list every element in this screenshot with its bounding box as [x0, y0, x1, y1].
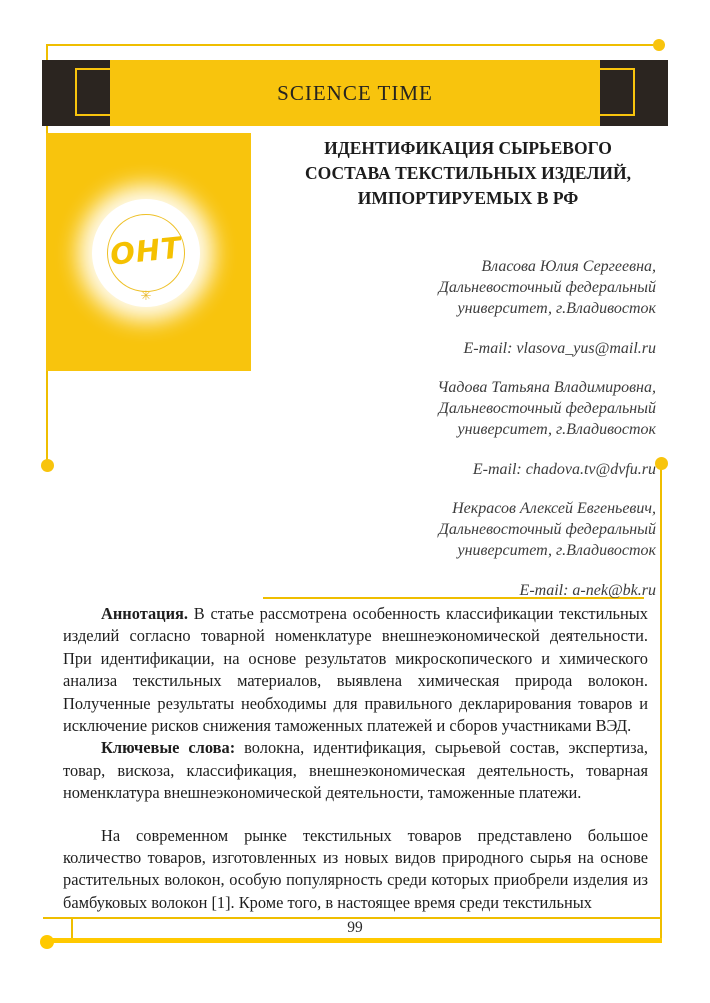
author-name: Власова Юлия Сергеевна, — [481, 258, 656, 275]
author-name: Чадова Татьяна Владимировна, — [437, 379, 656, 396]
author-email: E-mail: vlasova_yus@mail.ru — [463, 340, 656, 357]
article-title — [255, 136, 681, 211]
footer-thick-rule — [47, 938, 662, 943]
author-affiliation: университет, г.Владивосток — [457, 421, 656, 438]
right-rule-line — [660, 463, 662, 941]
footer-dot-icon — [40, 935, 54, 949]
abstract-text: В статье рассмотрена особенность классификации текстильных изделий согласно товарной номенклатуре внешнеэкономической деятельности. При идентификации, на основе результатов микроскопического и химического анализа текстильных материалов, выявлена химическая природа волокон. Полученные результаты необходимы для правильного декларирования товаров и исключение рисков снижения таможенных платежей и сборов участниками ВЭД. — [63, 604, 648, 736]
journal-title: SCIENCE TIME — [277, 81, 433, 105]
top-right-dot-icon — [653, 39, 665, 51]
authors-block — [220, 256, 656, 619]
article-title-line: ИМПОРТИРУЕМЫХ В РФ — [357, 188, 579, 208]
page-number: 99 — [347, 919, 363, 936]
journal-header-banner — [42, 60, 668, 126]
article-text — [63, 603, 648, 914]
author-affiliation: Дальневосточный федеральный — [438, 521, 656, 538]
abstract-label: Аннотация. — [101, 604, 189, 623]
keywords-label: Ключевые слова: — [101, 738, 236, 758]
article-title-line: ИДЕНТИФИКАЦИЯ СЫРЬЕВОГО — [324, 138, 612, 158]
logo-asterisk-icon: ✳ — [140, 288, 152, 303]
keywords-paragraph — [63, 737, 648, 804]
article-title-line: СОСТАВА ТЕКСТИЛЬНЫХ ИЗДЕЛИЙ, — [305, 163, 631, 183]
author-affiliation: университет, г.Владивосток — [457, 542, 656, 559]
right-dot-icon — [655, 457, 668, 470]
author-block — [220, 256, 656, 359]
author-affiliation: Дальневосточный федеральный — [438, 400, 656, 417]
keywords-text: волокна, идентификация, сырьевой состав, экспертиза, товар, вискоза, классификация, внешнеэкономическая деятельность, товарная номенклатура внешнеэкономической деятельности, таможенные платежи. — [63, 738, 648, 803]
author-email: E-mail: chadova.tv@dvfu.ru — [472, 461, 656, 478]
author-block — [220, 377, 656, 480]
author-affiliation: Дальневосточный федеральный — [438, 279, 656, 296]
author-email: E-mail: a-nek@bk.ru — [519, 582, 656, 599]
left-dot-icon — [41, 459, 54, 472]
abstract-paragraph — [63, 603, 648, 737]
author-affiliation: университет, г.Владивосток — [457, 300, 656, 317]
top-rule-line — [47, 44, 655, 46]
body-paragraph: На современном рынке текстильных товаров представлено большое количество товаров, изготовленных из новых видов природного сырья на основе растительных волокон, особую популярность среди которых приобрели изделия из бамбуковых волокон [1]. Кроме того, в настоящее время среди текстильных — [63, 825, 648, 912]
logo-monogram: ОНТ — [108, 230, 184, 272]
author-name: Некрасов Алексей Евгеньевич, — [452, 500, 656, 517]
author-block — [220, 498, 656, 601]
